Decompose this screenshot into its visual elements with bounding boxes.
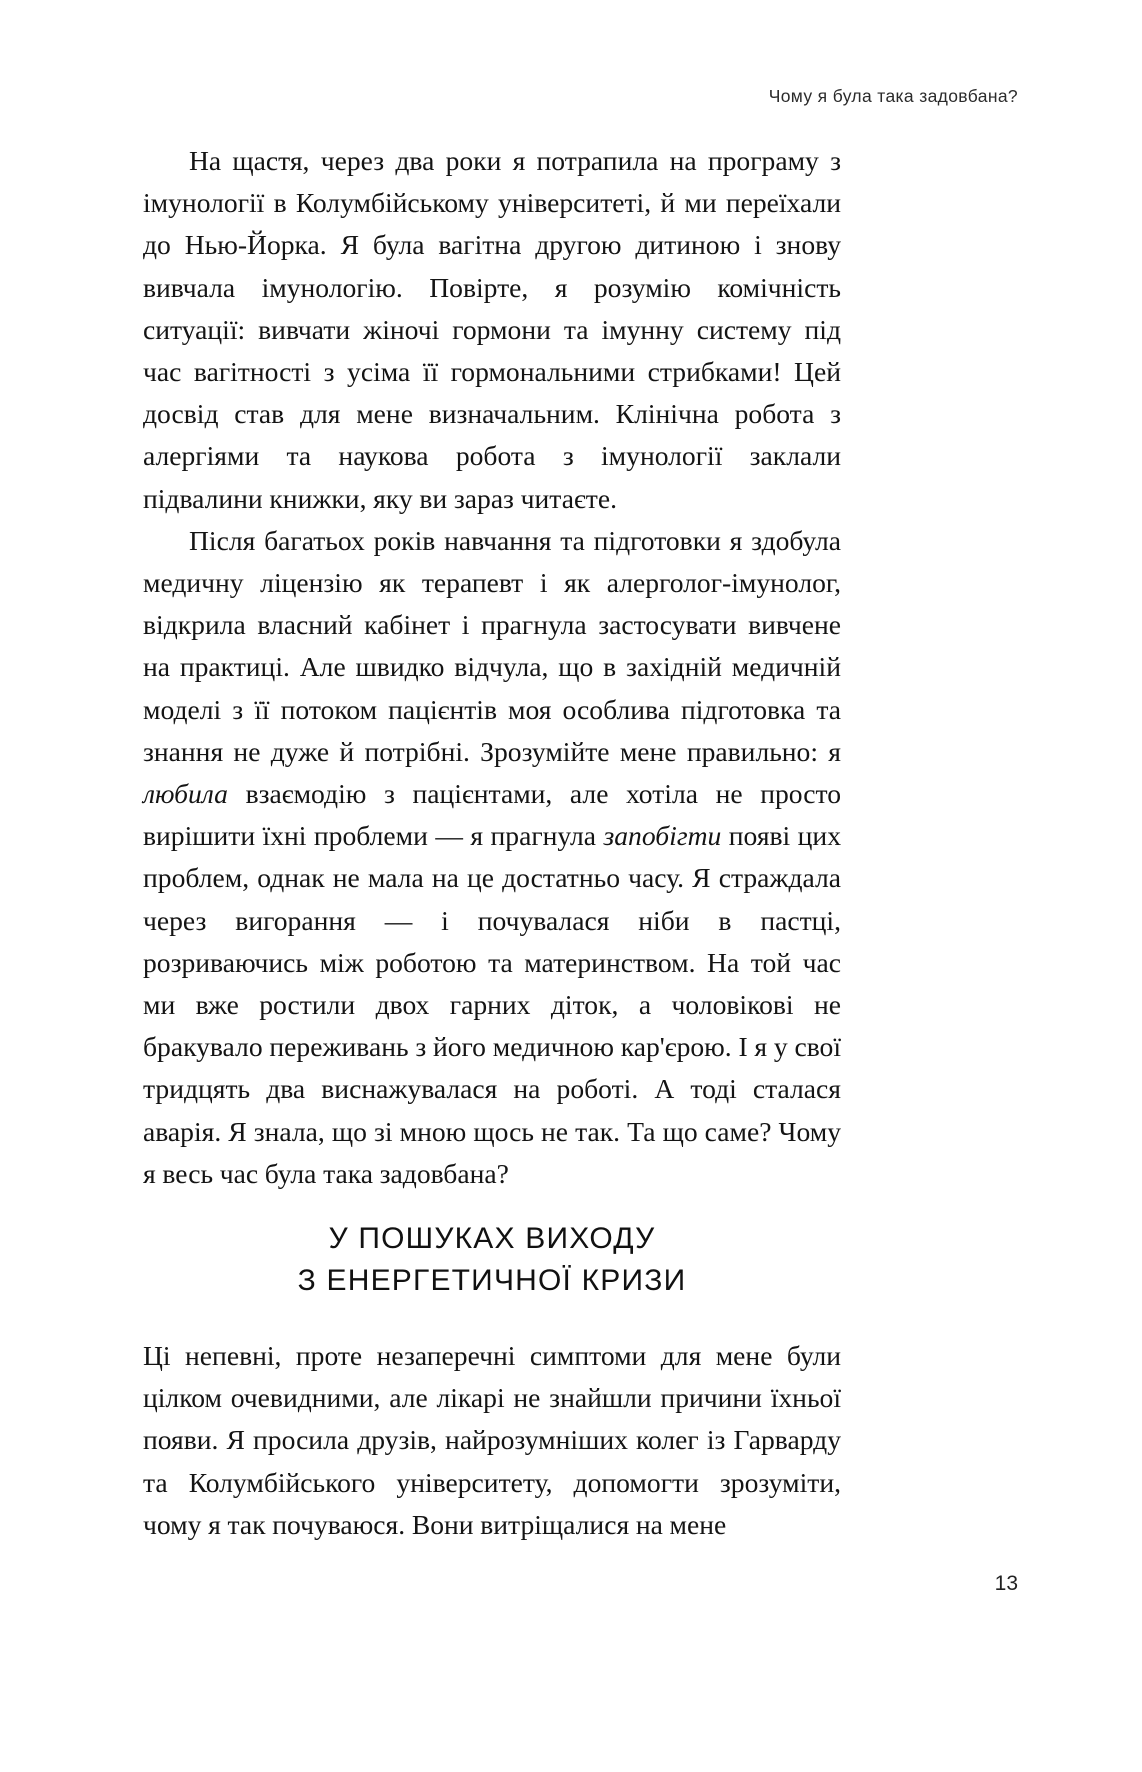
paragraph: На щастя, через два роки я потрапила на програму з імунології в Колумбійському університеті, й ми переїхали до Нью-Йорка. Я була вагітна другою дитиною і знову вивчала імунологію. Повірте, я розумію комічність ситуації: вивчати жіночі гормони та імунну систему під час вагітності з усіма її гормональними стрибками! Цей досвід став для мене визначальним. Клінічна робота з алергіями та наукова робота з імунології заклали підвалини книжки, яку ви зараз читаєте.	[143, 145, 841, 514]
emphasized-text: любила	[143, 778, 228, 810]
section-heading	[143, 1218, 841, 1302]
emphasized-text: запобігти	[603, 820, 722, 852]
running-header: Чому я була така задовбана?	[768, 86, 1018, 106]
page-number: 13	[994, 1572, 1018, 1595]
paragraph: Після багатьох років навчання та підготовки я здобула медичну ліцензію як терапевт і як алерголог-імунолог, відкрила власний кабінет і прагнула застосувати вивчене на практиці. Але швидко відчула, що в західній медичній моделі з її потоком пацієнтів моя особлива підготовка та знання не дуже й потрібні. Зрозумійте мене правильно: я любила взаємодію з пацієнтами, але хотіла не просто вирішити їхні проблеми — я прагнула запобігти появі цих проблем, однак не мала на це достатньо часу. Я страждала через вигорання — і почувалася ніби в пастці, розриваючись між роботою та материнством. На той час ми вже ростили двох гарних діток, а чоловікові не бракувало переживань з його медичною кар'єрою. І я у свої тридцять два виснажувалася на роботі. А тоді сталася аварія. Я знала, що зі мною щось не так. Та що саме? Чому я весь час була така задовбана?	[143, 524, 842, 1189]
paragraph: Ці непевні, проте незаперечні симптоми для мене були цілком очевидними, але лікарі не знайшли причини їхньої появи. Я просила друзів, найрозумніших колег із Гарварду та Колумбійського університету, допомогти зрозуміти, чому я так почуваюся. Вони витріщалися на мене	[143, 1340, 841, 1540]
section-heading-line: З ЕНЕРГЕТИЧНОЇ КРИЗИ	[297, 1264, 687, 1297]
section-text-column	[143, 1335, 841, 1546]
main-text-column	[143, 140, 841, 1195]
section-heading-line: У ПОШУКАХ ВИХОДУ	[328, 1222, 656, 1255]
